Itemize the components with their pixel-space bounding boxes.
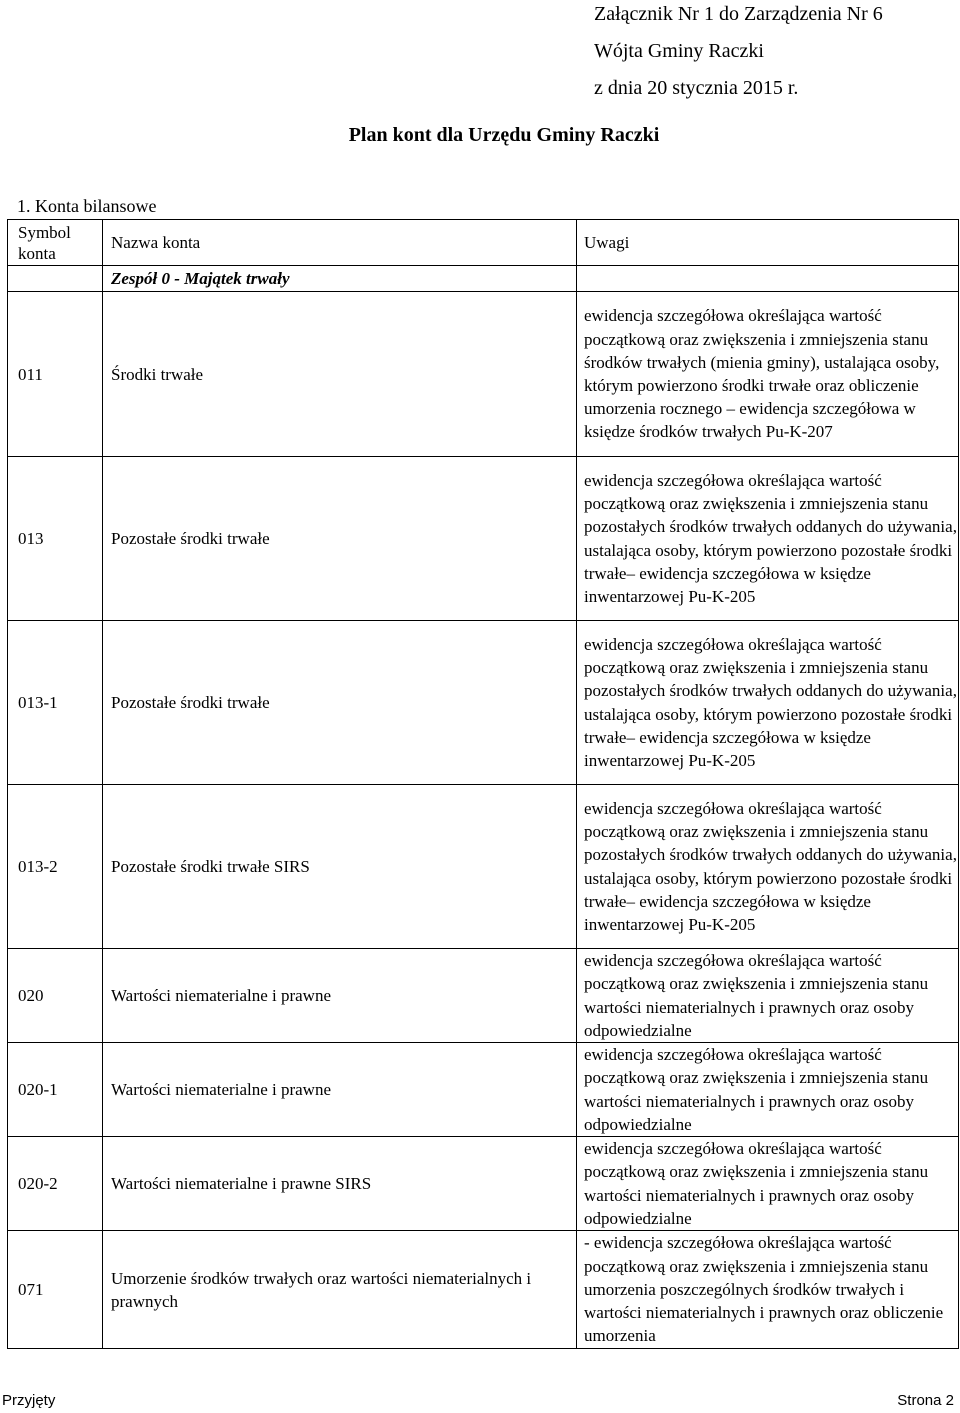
account-name: Pozostałe środki trwałe — [103, 457, 577, 621]
account-notes: ewidencja szczegółowa określająca wartość początkową oraz zwiększenia i zmniejszenia stanu pozostałych środków trwałych oddanych do używania, ustalająca osoby, którym powierzono pozostałe środki trwałe– ewidencja szczegółowa w księdze inwentarzowej Pu-K-205 — [577, 621, 959, 785]
account-name: Środki trwałe — [103, 292, 577, 457]
account-notes: ewidencja szczegółowa określająca wartość początkową oraz zwiększenia i zmniejszenia stanu pozostałych środków trwałych oddanych do używania, ustalająca osoby, którym powierzono pozostałe środki trwałe– ewidencja szczegółowa w księdze inwentarzowej Pu-K-205 — [577, 785, 959, 949]
group-label: Zespół 0 - Majątek trwały — [103, 266, 577, 292]
account-name: Pozostałe środki trwałe SIRS — [103, 785, 577, 949]
account-symbol: 071 — [8, 1231, 103, 1349]
account-name: Pozostałe środki trwałe — [103, 621, 577, 785]
header-notes: Uwagi — [577, 220, 959, 266]
group-row — [8, 266, 959, 292]
account-notes: ewidencja szczegółowa określająca wartość początkową oraz zwiększenia i zmniejszenia stanu wartości niematerialnych i prawnych oraz osoby odpowiedzialne — [577, 1043, 959, 1137]
footer-status: Przyjęty — [2, 1392, 56, 1409]
account-name: Wartości niematerialne i prawne — [103, 1043, 577, 1137]
table-row — [8, 1137, 959, 1231]
account-symbol: 020-1 — [8, 1043, 103, 1137]
account-notes: - ewidencja szczegółowa określająca wartość początkową oraz zwiększenia i zmniejszenia stanu umorzenia poszczególnych środków trwałych i wartości niematerialnych i prawnych oraz obliczenie umorzenia — [577, 1231, 959, 1349]
account-symbol: 011 — [8, 292, 103, 457]
document-title: Plan kont dla Urzędu Gminy Raczki — [348, 124, 660, 146]
account-name: Wartości niematerialne i prawne SIRS — [103, 1137, 577, 1231]
account-name: Umorzenie środków trwałych oraz wartości niematerialnych i prawnych — [103, 1231, 577, 1349]
footer-page-number: Strona 2 — [897, 1392, 954, 1409]
account-symbol: 020-2 — [8, 1137, 103, 1231]
table-row — [8, 785, 959, 949]
account-notes: ewidencja szczegółowa określająca wartość początkową oraz zwiększenia i zmniejszenia stanu pozostałych środków trwałych oddanych do używania, ustalająca osoby, którym powierzono pozostałe środki trwałe– ewidencja szczegółowa w księdze inwentarzowej Pu-K-205 — [577, 457, 959, 621]
table-row — [8, 457, 959, 621]
header-name: Nazwa konta — [103, 220, 577, 266]
table-row — [8, 1231, 959, 1349]
attachment-header-line-2: Wójta Gminy Raczki — [594, 40, 764, 62]
table-row — [8, 1043, 959, 1137]
header-symbol: Symbol konta — [8, 220, 103, 266]
section-heading: 1. Konta bilansowe — [17, 196, 157, 216]
account-name: Wartości niematerialne i prawne — [103, 949, 577, 1043]
account-symbol: 013-2 — [8, 785, 103, 949]
table-row — [8, 292, 959, 457]
attachment-header-line-3: z dnia 20 stycznia 2015 r. — [594, 77, 799, 99]
table-row — [8, 621, 959, 785]
account-notes: ewidencja szczegółowa określająca wartość początkową oraz zwiększenia i zmniejszenia stanu środków trwałych (mienia gminy), ustalająca osoby, którym powierzono środki trwałe oraz obliczenie umorzenia rocznego – ewidencja szczegółowa w księdze środków trwałych Pu-K-207 — [577, 292, 959, 457]
account-symbol: 020 — [8, 949, 103, 1043]
table-row — [8, 949, 959, 1043]
account-notes: ewidencja szczegółowa określająca wartość początkową oraz zwiększenia i zmniejszenia stanu wartości niematerialnych i prawnych oraz osoby odpowiedzialne — [577, 1137, 959, 1231]
group-symbol-empty — [8, 266, 103, 292]
account-notes: ewidencja szczegółowa określająca wartość początkową oraz zwiększenia i zmniejszenia stanu wartości niematerialnych i prawnych oraz osoby odpowiedzialne — [577, 949, 959, 1043]
account-symbol: 013 — [8, 457, 103, 621]
attachment-header-line-1: Załącznik Nr 1 do Zarządzenia Nr 6 — [594, 3, 883, 25]
group-notes-empty — [577, 266, 959, 292]
account-symbol: 013-1 — [8, 621, 103, 785]
table-header-row — [8, 220, 959, 266]
accounts-table — [7, 219, 959, 1349]
